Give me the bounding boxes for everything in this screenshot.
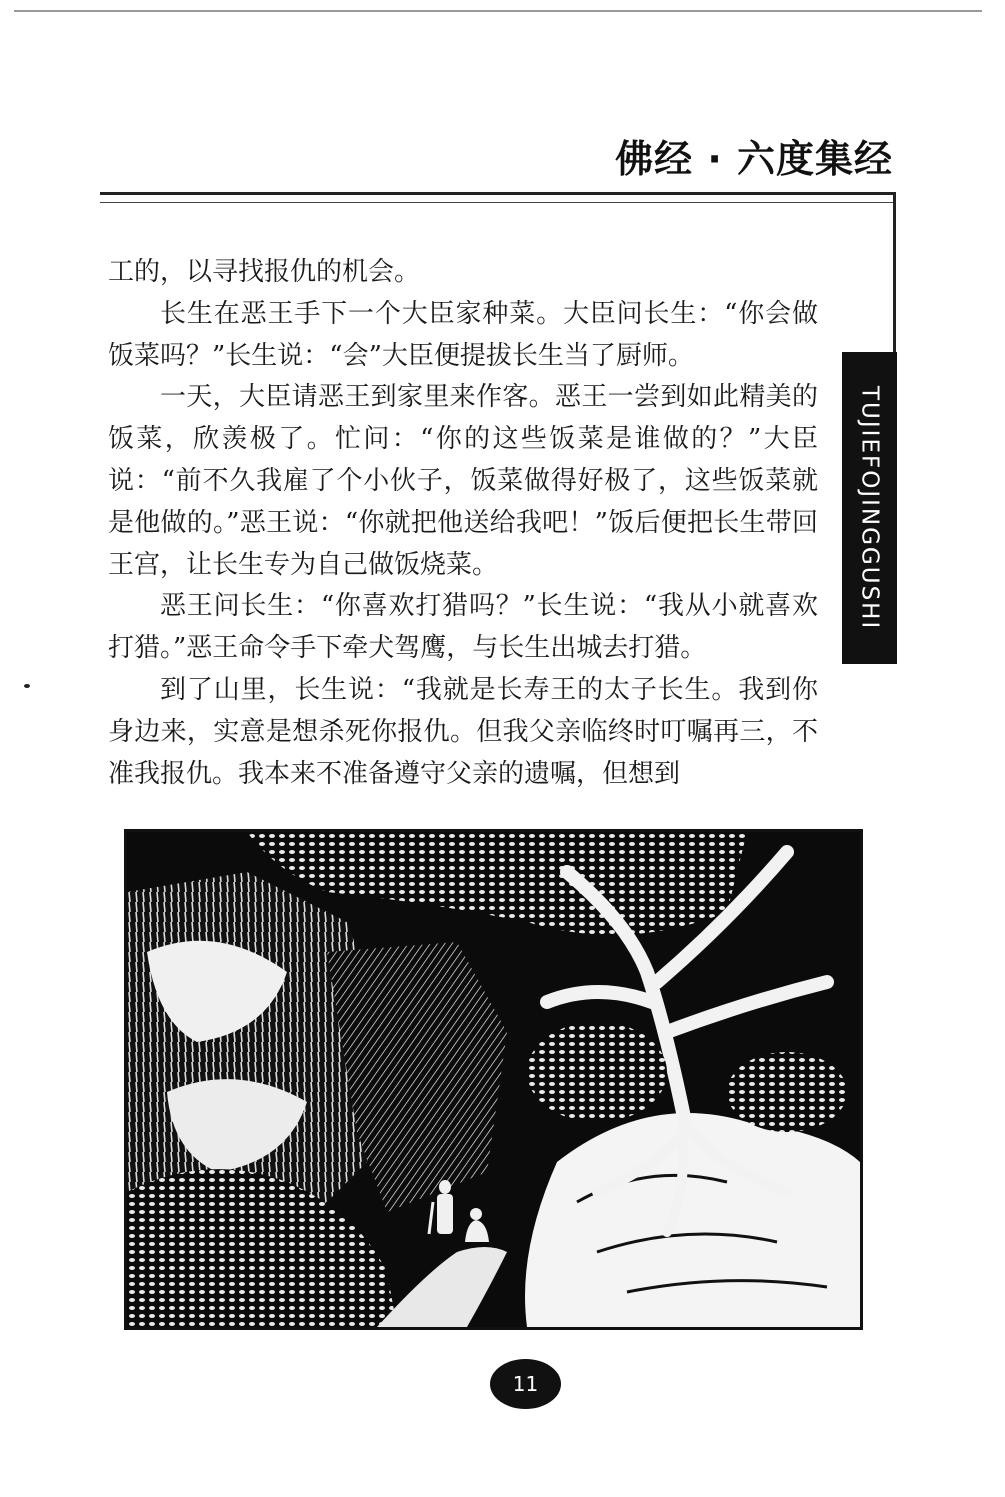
body-text: [108, 252, 818, 795]
paragraph: 长生在恶王手下一个大臣家种菜。大臣问长生：“你会做饭菜吗？”长生说：“会”大臣便提拔长生当了厨师。: [108, 298, 818, 371]
paragraph: 一天，大臣请恶王到家里来作客。恶王一尝到如此精美的饭菜，欣羡极了。忙问：“你的这些饭菜是谁做的？”大臣说：“前不久我雇了个小伙子，饭菜做得好极了，这些饭菜就是他做的。”恶王说：“你就把他送给我吧！”饭后便把长生带回王宫，让长生专为自己做饭烧菜。: [108, 382, 818, 580]
side-tab-label: TUJIEFOJINGGUSHI: [856, 385, 883, 631]
page-title: 佛经 · 六度集经: [615, 137, 893, 181]
frame-right-edge: [893, 192, 896, 360]
woodcut-illustration: [124, 829, 863, 1330]
page-number: 11: [490, 1359, 561, 1409]
paragraph: 恶王问长生：“你喜欢打猎吗？”长生说：“我从小就喜欢打猎。”恶王命令手下牵犬驾鹰，与长生出城去打猎。: [108, 591, 818, 664]
side-tab: [842, 352, 897, 664]
header-rule-thin: [100, 202, 895, 203]
header-rule-thick: [100, 192, 895, 195]
scan-speck: [24, 684, 30, 688]
top-scan-edge: [14, 10, 982, 12]
foliage-cluster: [527, 1022, 667, 1122]
illustration-drawing: [127, 832, 860, 1327]
paragraph-continuation: 工的，以寻找报仇的机会。: [108, 257, 421, 287]
foliage-cluster: [727, 1052, 847, 1132]
paragraph: 到了山里，长生说：“我就是长寿王的太子长生。我到你身边来，实意是想杀死你报仇。但我父亲临终时叮嘱再三，不准我报仇。我本来不准备遵守父亲的遗嘱，但想到: [108, 674, 818, 789]
